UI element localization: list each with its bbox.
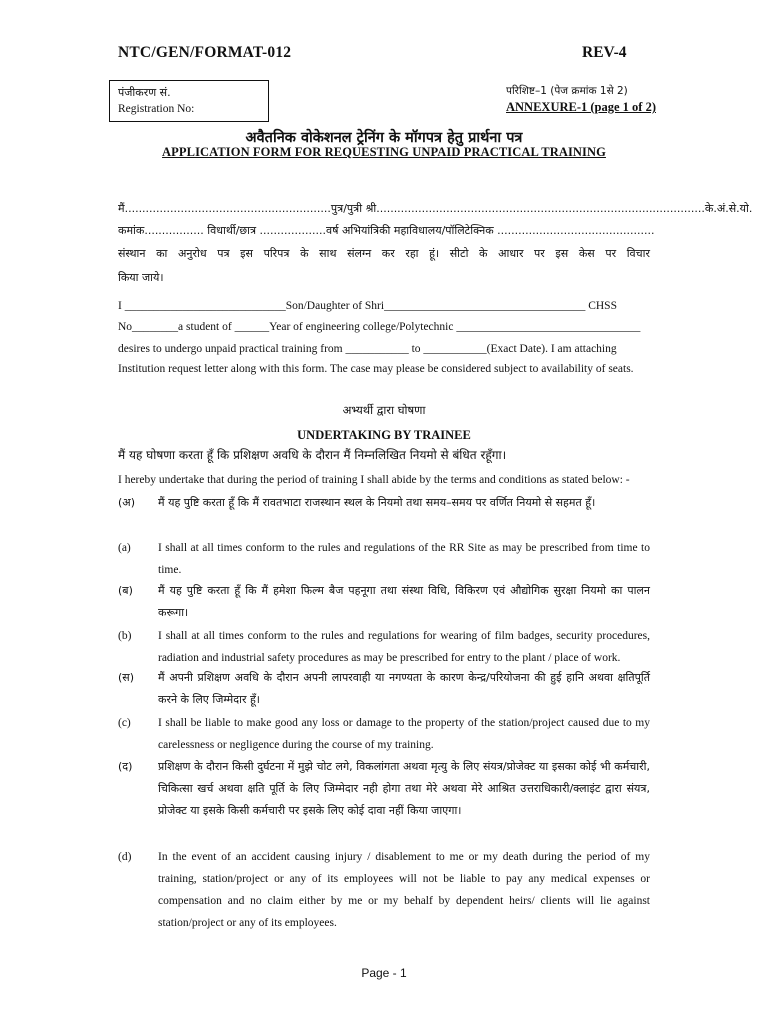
registration-label: Registration No: <box>118 103 195 115</box>
undertaking-intro: I hereby undertake that during the period of training I shall abide by the terms and conditions as stated below: - <box>118 474 630 486</box>
revision-label: REV-4 <box>582 44 627 61</box>
clause-marker: (द) <box>118 760 133 773</box>
clause-text: मैं यह पुष्टि करता हूँ कि मैं रावतभाटा राजस्थान स्थल के नियमो तथा समय–समय पर वर्णित नियमो से सहमत हूँ। <box>158 496 596 509</box>
clause-c <box>118 712 650 756</box>
clause-d-hindi <box>118 756 650 822</box>
annexure-label: ANNEXURE-1 (page 1 of 2) <box>506 100 656 114</box>
clause-text: I shall be liable to make good any loss or damage to the property of the station/project caused due to my carelessness or negligence during the course of my training. <box>158 717 650 751</box>
clause-marker: (अ) <box>118 496 135 509</box>
clause-text: प्रशिक्षण के दौरान किसी दुर्घटना में मुझे चोट लगे, विकलांगता अथवा मृत्यु के लिए संयत्र/प्रोजेक्ट या इसका कोई भी कर्मचारी, चिकित्सा खर्च अथवा क्षति पूर्ति के लिए जिम्मेदार नही होगा तथा मेरे अथवा मेरे आश्रित उत्तराधिकारी/क्लाइंट द्वारा संयत्र, प्रोजेक्ट या इसके किसी कर्मचारी पर इसके लिए कोई दावा नहीं किया जाएगा। <box>158 760 650 817</box>
clause-marker: (a) <box>118 542 131 554</box>
form-hindi-line-4: किया जाये। <box>118 271 164 284</box>
clause-marker: (b) <box>118 630 132 642</box>
clause-text: मैं यह पुष्टि करता हूँ कि मैं हमेशा फिल्म बैज पहनूगा तथा संस्था विधि, विकिरण एवं औद्योगिक सुरक्षा नियमो का पालन करूगा। <box>158 584 650 619</box>
clause-a-hindi <box>118 492 650 514</box>
clause-text: I shall at all times conform to the rules and regulations of the RR Site as may be prescribed from time to time. <box>158 542 650 576</box>
clause-marker: (ब) <box>118 584 133 597</box>
form-hindi-line-1: मैं...........................................................पुत्र/पुत्री श्री..............................................................................................के.अं.से.यो. <box>118 202 753 215</box>
page-title-hindi: अवैतनिक वोकेशनल ट्रेनिंग के मॉगपत्र हेतु प्रार्थना पत्र <box>245 130 523 146</box>
clause-d <box>118 846 650 934</box>
form-english-line-3: desires to undergo unpaid practical training from ___________ to ___________(Exact Date). I am attaching <box>118 343 617 355</box>
registration-label-hindi: पंजीकरण सं. <box>118 86 171 99</box>
clause-text: I shall at all times conform to the rules and regulations for wearing of film badges, security procedures, radiation and industrial safety procedures as may be prescribed for entry to the plant / place of work. <box>158 630 650 664</box>
clause-text: मैं अपनी प्रशिक्षण अवधि के दौरान अपनी लापरवाही या नगण्यता के कारण केन्द्र/परियोजना की हुई हानि अथवा क्षतिपूर्ति करने के लिए जिम्मेदार हूँ। <box>158 671 650 706</box>
clause-a <box>118 537 650 581</box>
clause-b <box>118 625 650 669</box>
clause-marker: (d) <box>118 851 132 863</box>
undertaking-intro-hindi: मैं यह घोषणा करता हूँ कि प्रशिक्षण अवधि के दौरान मैं निम्नलिखित नियमो से बंधित रहूँगा। <box>118 448 507 462</box>
page-number: Page - 1 <box>361 966 407 980</box>
undertaking-heading: UNDERTAKING BY TRAINEE <box>297 428 471 442</box>
form-english-line-2: No________a student of ______Year of engineering college/Polytechnic ________________________________ <box>118 321 641 333</box>
clause-b-hindi <box>118 580 650 624</box>
form-english-line-4: Institution request letter along with this form. The case may please be considered subject to availability of seats. <box>118 363 634 375</box>
clause-marker: (c) <box>118 717 131 729</box>
form-english-line-1: I ____________________________Son/Daughter of Shri___________________________________ CHSS <box>118 300 617 312</box>
page-title: APPLICATION FORM FOR REQUESTING UNPAID PRACTICAL TRAINING <box>162 145 606 159</box>
registration-box <box>109 80 269 122</box>
clause-text: In the event of an accident causing injury / disablement to me or my death during the period of my training, station/project or any of its employees will not be liable to pay any medical expenses or compensation and no claim either by me or my behalf by dependent heirs/ clients will lie against station/project or any of its employees. <box>158 851 650 929</box>
form-hindi-line-3: संस्थान का अनुरोध पत्र इस परिपत्र के साथ संलग्न कर रहा हूं। सीटो के आधार पर इस केस पर विचार <box>118 247 650 260</box>
clause-c-hindi <box>118 667 650 711</box>
form-hindi-line-2: कमांक................. विधार्थी/छात्र ...................वर्ष अभियांत्रिकी महाविधालय/पॉलिटेक्निक ............................................. <box>118 224 655 237</box>
undertaking-heading-hindi: अभ्यर्थी द्वारा घोषणा <box>342 403 426 417</box>
format-code: NTC/GEN/FORMAT-012 <box>118 44 292 61</box>
annexure-hindi: परिशिष्ट–1 (पेज क्रमांक 1से 2) <box>506 85 628 97</box>
clause-marker: (स) <box>118 671 135 684</box>
